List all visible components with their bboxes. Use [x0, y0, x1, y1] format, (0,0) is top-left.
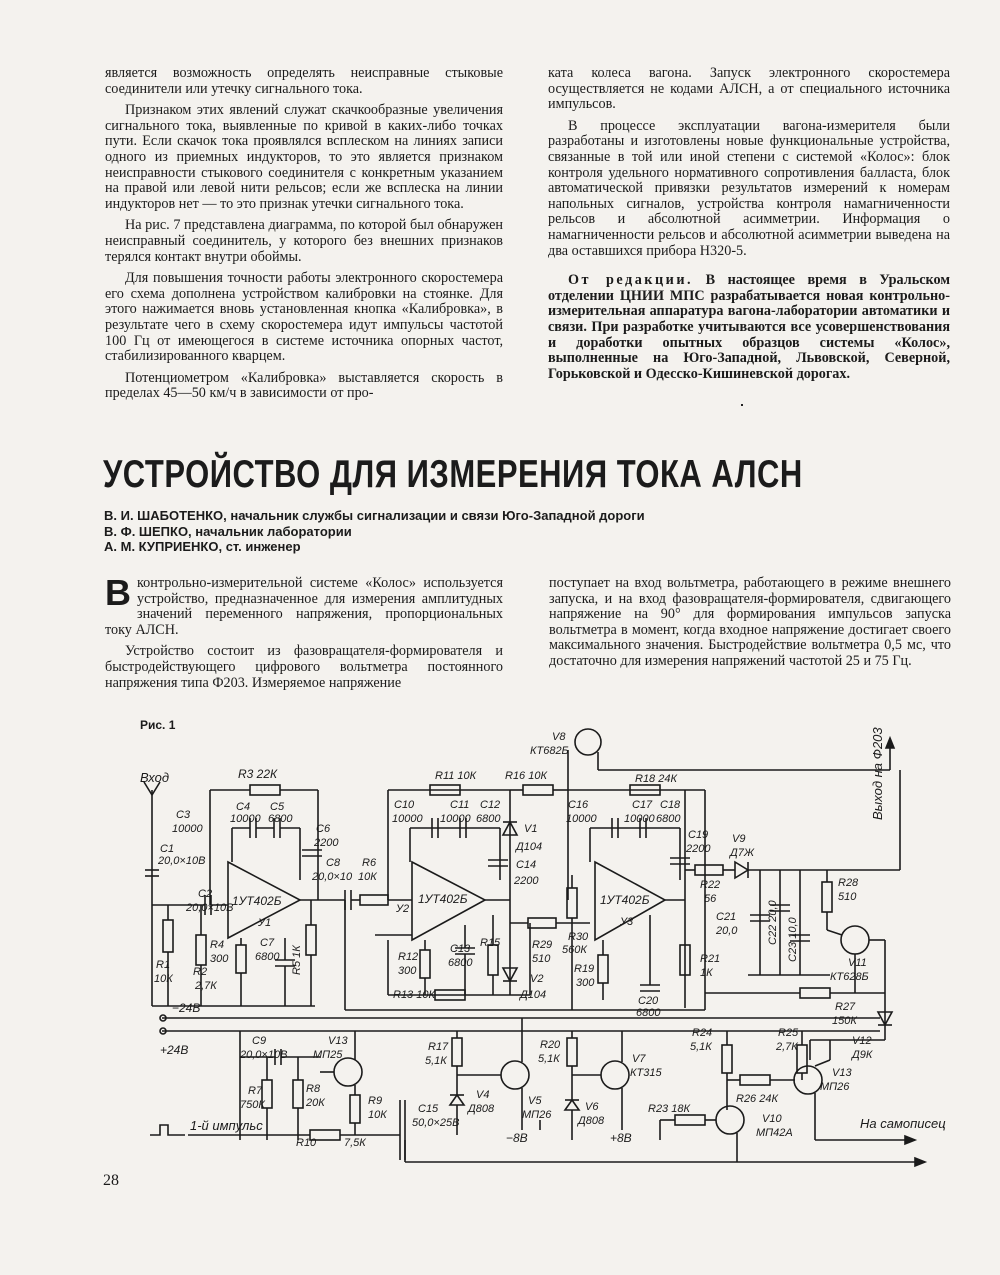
svg-text:МП25: МП25	[313, 1049, 343, 1061]
svg-text:1К: 1К	[700, 967, 713, 979]
svg-text:R8: R8	[306, 1083, 321, 1095]
paragraph	[105, 572, 503, 638]
article-title: УСТРОЙСТВО ДЛЯ ИЗМЕРЕНИЯ ТОКА АЛСН	[103, 452, 803, 496]
transistor-v7	[601, 1061, 629, 1089]
svg-text:R10: R10	[296, 1137, 317, 1149]
resistor-r4	[236, 945, 246, 973]
svg-text:У2: У2	[396, 903, 410, 915]
svg-text:У1: У1	[258, 917, 272, 929]
svg-text:КТ682Б: КТ682Б	[530, 745, 569, 757]
transistor-v5	[501, 1061, 529, 1089]
paragraph: Потенциометром «Калибровка» выставляется скорость в пределах 45—50 км/ч в зависимости от про-	[105, 369, 503, 402]
transistor-v8	[575, 729, 601, 755]
svg-text:V13: V13	[328, 1035, 348, 1047]
paragraph: В процессе эксплуатации вагона-измерителя были разработаны и изготовлены новые функциональные устройства, связанные в той или иной степени с системой «Колос»: блок контроля удельного нормативного сопротивления балласта, блок автоматической привязки результатов измерений к номерам напольных сигналов, устройства контроля намагниченности рельсов и абсолютной асимметрии. Информация о намагниченности рельсов и абсолютной асимметрии выведена на два оставшихся прибора Н320-5.	[548, 117, 950, 259]
svg-text:C13: C13	[450, 943, 471, 955]
svg-text:V5: V5	[528, 1095, 542, 1107]
resistor-r15	[488, 945, 498, 975]
svg-text:5,1К: 5,1К	[538, 1053, 560, 1065]
circuit-schematic	[0, 720, 1000, 1180]
resistor-r6	[360, 895, 388, 905]
svg-text:МП26: МП26	[820, 1081, 850, 1093]
svg-text:R6: R6	[362, 857, 377, 869]
svg-text:V9: V9	[732, 833, 746, 845]
paragraph: является возможность определять неисправные стыковые соединители или утечку сигнального тока.	[105, 65, 503, 97]
svg-text:10000: 10000	[624, 813, 655, 825]
svg-text:V7: V7	[632, 1053, 646, 1065]
resistor-r22	[695, 865, 723, 875]
svg-text:6800: 6800	[255, 951, 280, 963]
svg-text:150К: 150К	[832, 1015, 857, 1027]
svg-text:Д808: Д808	[578, 1115, 605, 1127]
svg-text:C23 10,0: C23 10,0	[787, 917, 799, 962]
svg-text:10000: 10000	[172, 823, 203, 835]
svg-text:C4: C4	[236, 801, 251, 813]
svg-text:У3: У3	[620, 916, 634, 928]
svg-text:510: 510	[532, 953, 551, 965]
svg-text:20,0×10В: 20,0×10В	[186, 902, 234, 914]
svg-text:56: 56	[704, 893, 717, 905]
svg-text:C19: C19	[688, 829, 709, 841]
svg-text:Д808: Д808	[468, 1103, 495, 1115]
diode-v9	[735, 862, 748, 878]
svg-text:300: 300	[210, 953, 229, 965]
paragraph: поступает на вход вольтметра, работающего в режиме внешнего запуска, и на вход фазовращателя-формирователя, сдвигающего напряжение на 90° для формирования импульсов запуска вольтметра в момент, когда входное напряжение достигает своего максимального значения. Быстродействие вольтметра 0,5 мс, что достаточно для измерения напряжений частотой 25 и 75 Гц.	[549, 575, 951, 669]
svg-text:R23 18К: R23 18К	[648, 1103, 690, 1115]
arrow-icon	[915, 1158, 925, 1166]
top-left-column	[105, 66, 503, 408]
svg-text:R2: R2	[193, 966, 208, 978]
svg-text:C21: C21	[716, 911, 737, 923]
svg-text:На самописец: На самописец	[860, 1116, 946, 1131]
svg-text:C16: C16	[568, 799, 589, 811]
svg-text:20,0×10: 20,0×10	[312, 871, 353, 883]
svg-text:C2: C2	[198, 888, 213, 900]
svg-text:+24В: +24В	[160, 1043, 189, 1057]
svg-text:20К: 20К	[306, 1097, 325, 1109]
editor-note	[548, 273, 950, 382]
svg-text:C1: C1	[160, 843, 175, 855]
svg-text:R22: R22	[700, 879, 721, 891]
svg-text:Д104: Д104	[516, 841, 543, 853]
resistor-r26	[740, 1075, 770, 1085]
editor-note-lead: От редакции.	[568, 272, 694, 289]
svg-text:1УТ402Б: 1УТ402Б	[232, 894, 282, 908]
svg-text:C11: C11	[450, 799, 470, 811]
svg-text:V2: V2	[530, 973, 544, 985]
arrow-icon	[886, 738, 894, 748]
transistor-v11	[841, 926, 869, 954]
svg-text:+8В: +8В	[610, 1131, 632, 1145]
svg-text:C22 20,0: C22 20,0	[767, 900, 779, 945]
resistor-r8	[293, 1080, 303, 1108]
svg-text:−24В: −24В	[172, 1001, 201, 1015]
author-line: В. И. ШАБОТЕНКО, начальник службы сигнализации и связи Юго-Западной дороги	[104, 508, 645, 523]
svg-text:R27: R27	[835, 1001, 856, 1013]
article-left-column	[105, 572, 503, 697]
resistor-r19	[598, 955, 608, 983]
svg-text:510: 510	[838, 891, 857, 903]
figure-label: Рис. 1	[140, 718, 176, 732]
svg-text:1-й импульс: 1-й импульс	[190, 1118, 263, 1133]
resistor-r29	[528, 918, 556, 928]
svg-text:V8: V8	[552, 731, 566, 743]
svg-text:R16 10К: R16 10К	[505, 770, 547, 782]
transistor-v13b	[794, 1066, 822, 1094]
svg-text:V1: V1	[524, 823, 538, 835]
svg-text:R7: R7	[248, 1085, 263, 1097]
svg-text:R13 10К: R13 10К	[393, 989, 435, 1001]
svg-text:6800: 6800	[656, 813, 681, 825]
svg-text:C20: C20	[638, 995, 659, 1007]
page-number: 28	[103, 1172, 119, 1189]
paragraph: ката колеса вагона. Запуск электронного скоростемера осуществляется не кодами АЛСН, а от специального источника импульсов.	[548, 65, 950, 113]
svg-text:МП42А: МП42А	[756, 1127, 793, 1139]
svg-text:R25: R25	[778, 1027, 799, 1039]
svg-text:V11: V11	[848, 957, 867, 969]
svg-text:C9: C9	[252, 1035, 267, 1047]
zener-v6	[565, 1100, 579, 1110]
svg-text:V13: V13	[832, 1067, 852, 1079]
svg-text:C15: C15	[418, 1103, 439, 1115]
svg-text:R15: R15	[480, 937, 501, 949]
svg-text:V6: V6	[585, 1101, 599, 1113]
resistor-r20	[567, 1038, 577, 1066]
svg-text:Выход на Ф203: Выход на Ф203	[870, 727, 885, 820]
svg-text:МП26: МП26	[522, 1109, 552, 1121]
svg-text:R11 10К: R11 10К	[435, 770, 477, 782]
svg-text:R18 24К: R18 24К	[635, 773, 677, 785]
resistor-r1	[163, 920, 173, 952]
svg-text:R12: R12	[398, 951, 419, 963]
resistor-r2	[196, 935, 206, 965]
svg-text:R26 24К: R26 24К	[736, 1093, 778, 1105]
top-right-column	[548, 66, 950, 388]
resistor-r24	[722, 1045, 732, 1073]
svg-text:6800: 6800	[636, 1007, 661, 1019]
resistor-r17	[452, 1038, 462, 1066]
svg-text:6800: 6800	[448, 957, 473, 969]
svg-text:V4: V4	[476, 1089, 490, 1101]
svg-text:C5: C5	[270, 801, 285, 813]
svg-text:10К: 10К	[358, 871, 377, 883]
svg-text:Д9К: Д9К	[852, 1049, 873, 1061]
resistor-r27	[800, 988, 830, 998]
svg-text:R29: R29	[532, 939, 553, 951]
svg-text:1УТ402Б: 1УТ402Б	[418, 892, 468, 906]
svg-text:V10: V10	[762, 1113, 782, 1125]
label-input: Вход	[140, 770, 170, 785]
transistor-v10	[716, 1106, 744, 1134]
svg-text:−8В: −8В	[506, 1131, 528, 1145]
svg-text:7,5К: 7,5К	[344, 1137, 366, 1149]
svg-text:R17: R17	[428, 1041, 449, 1053]
svg-text:Д104: Д104	[520, 989, 547, 1001]
svg-text:C12: C12	[480, 799, 501, 811]
svg-text:20,0×10В: 20,0×10В	[158, 855, 206, 867]
zener-v4	[450, 1095, 464, 1105]
arrow-icon	[905, 1136, 915, 1144]
pulse-icon	[150, 1125, 185, 1135]
svg-text:10К: 10К	[368, 1109, 387, 1121]
paragraph: Устройство состоит из фазовращателя-формирователя и быстродействующего цифрового вольтметра постоянного напряжения типа Ф203. Измеряемое напряжение	[105, 643, 503, 691]
svg-text:2200: 2200	[686, 843, 711, 855]
paragraph: Для повышения точности работы электронного скоростемера его схема дополнена устройством калибровки на стоянке. Для этого нажимается вновь установленная кнопка «Калибровка», в результате чего в схему скоростемера идут импульсы частотой 100 Гц от имеющегося в системе источника опорных частот, стабилизированного кварцем.	[105, 270, 503, 365]
svg-text:10000: 10000	[392, 813, 423, 825]
svg-text:20,0×10В: 20,0×10В	[240, 1049, 288, 1061]
svg-text:2,7К: 2,7К	[776, 1041, 798, 1053]
resistor-r12	[420, 950, 430, 978]
svg-text:C10: C10	[394, 799, 415, 811]
svg-text:10000: 10000	[566, 813, 597, 825]
paragraph: На рис. 7 представлена диаграмма, по которой был обнаружен неисправный соединитель, у которого без внешних признаков терялся контакт внутри обоймы.	[105, 217, 503, 265]
svg-text:Д7Ж: Д7Ж	[730, 847, 754, 859]
svg-text:300: 300	[576, 977, 595, 989]
svg-text:10000: 10000	[440, 813, 471, 825]
svg-text:R5 1К: R5 1К	[291, 945, 303, 975]
paragraph-text: контрольно-измерительной системе «Колос» используется устройство, предназначенное для измерения амплитудных значений переменного напряжения, пропорциональных току АЛСН.	[105, 575, 503, 638]
svg-text:C17: C17	[632, 799, 653, 811]
svg-text:R1: R1	[156, 959, 171, 971]
svg-text:560К: 560К	[562, 944, 587, 956]
svg-text:R4: R4	[210, 939, 225, 951]
svg-text:R9: R9	[368, 1095, 383, 1107]
svg-text:R28: R28	[838, 877, 859, 889]
svg-text:5,1К: 5,1К	[690, 1041, 712, 1053]
svg-text:5,1К: 5,1К	[425, 1055, 447, 1067]
svg-text:R20: R20	[540, 1039, 561, 1051]
svg-text:R30: R30	[568, 931, 589, 943]
svg-text:C3: C3	[176, 809, 191, 821]
resistor-r3	[250, 785, 280, 795]
svg-text:20,0: 20,0	[716, 925, 738, 937]
resistor-r23	[675, 1115, 705, 1125]
svg-text:R21: R21	[700, 953, 721, 965]
author-line: В. Ф. ШЕПКО, начальник лаборатории	[104, 523, 352, 539]
svg-text:2200: 2200	[514, 875, 539, 887]
svg-text:C18: C18	[660, 799, 681, 811]
svg-text:2,7К: 2,7К	[195, 980, 217, 992]
svg-text:750К: 750К	[240, 1099, 265, 1111]
svg-text:C6: C6	[316, 823, 331, 835]
svg-text:300: 300	[398, 965, 417, 977]
svg-text:10К: 10К	[154, 973, 173, 985]
editor-note-text: В настоящее время в Уральском отделении ЦНИИ МПС разрабатывается новая контрольно-измерительная аппаратура вагона-лаборатории автоматики и связи. При разработке учитываются все усовершенствования и доработки опытных образцов системы «Колос», выполненные на Юго-Западной, Львовской, Северной, Горьковской и Одесско-Кишиневской дорогах.	[548, 272, 950, 382]
print-speck	[741, 404, 743, 406]
transistor-v13a	[334, 1058, 362, 1086]
svg-text:10000: 10000	[230, 813, 261, 825]
article-right-column	[549, 576, 951, 676]
label-r3: R3 22К	[238, 767, 278, 781]
resistor-r16	[523, 785, 553, 795]
svg-text:КТ628Б: КТ628Б	[830, 971, 869, 983]
svg-text:6800: 6800	[268, 813, 293, 825]
author-line: А. М. КУПРИЕНКО, ст. инженер	[104, 539, 301, 554]
authors	[104, 508, 864, 555]
svg-text:C7: C7	[260, 937, 275, 949]
svg-text:1УТ402Б: 1УТ402Б	[600, 893, 650, 907]
drop-cap: В	[105, 572, 131, 613]
resistor-r28	[822, 882, 832, 912]
resistor-r9	[350, 1095, 360, 1123]
svg-text:50,0×25В: 50,0×25В	[412, 1117, 460, 1129]
svg-text:C14: C14	[516, 859, 537, 871]
svg-text:КТ315: КТ315	[630, 1067, 662, 1079]
svg-text:R19: R19	[574, 963, 595, 975]
svg-text:V12: V12	[852, 1035, 872, 1047]
svg-text:R24: R24	[692, 1027, 713, 1039]
svg-text:2200: 2200	[314, 837, 339, 849]
resistor-r5	[306, 925, 316, 955]
paragraph: Признаком этих явлений служат скачкообразные увеличения сигнального тока, выявленные по кривой в каких-либо точках пути. Если скачок тока проявлялся всплеском на линиях записи одного из приемных индукторов, то это является признаком неисправности стыкового соединителя с конкретным указанием на правой или левой нити рельсов; если же всплеска на линии индукторов нет — то это признак утечки сигнального тока.	[105, 102, 503, 212]
svg-text:6800: 6800	[476, 813, 501, 825]
svg-text:C8: C8	[326, 857, 341, 869]
